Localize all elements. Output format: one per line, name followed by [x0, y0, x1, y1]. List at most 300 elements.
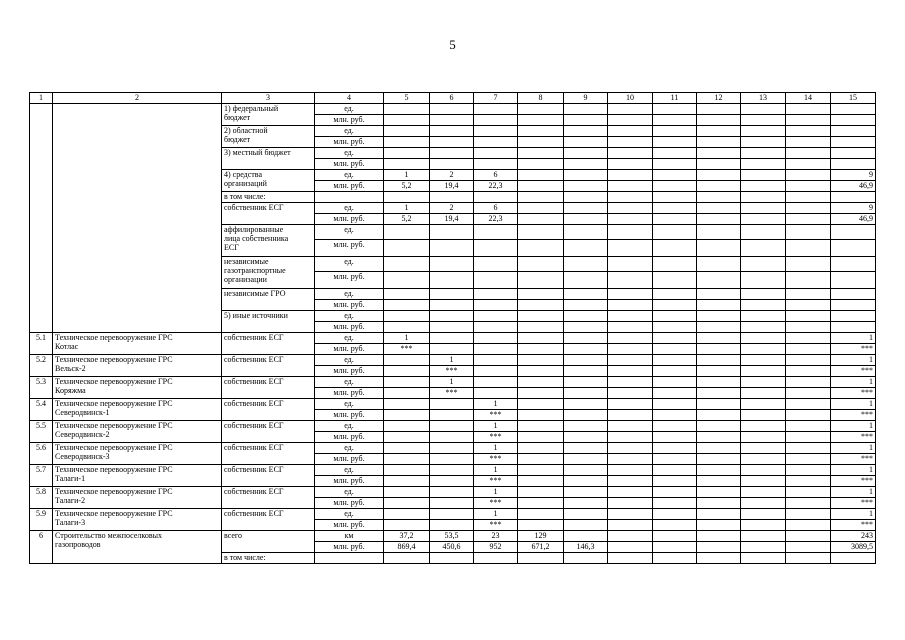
- empty-cell: [697, 366, 741, 377]
- empty-cell: [786, 432, 831, 443]
- total-cell: [831, 115, 876, 126]
- value-cell: [430, 322, 474, 333]
- value-cell: [518, 388, 564, 399]
- cell-text-line: лица собственника: [224, 234, 289, 243]
- empty-cell: [608, 542, 653, 553]
- unit-cell: ед.: [315, 126, 384, 137]
- value-cell: [430, 159, 474, 170]
- value-cell: [430, 443, 474, 454]
- empty-cell: [786, 159, 831, 170]
- unit-cell: млн. руб.: [315, 476, 384, 487]
- empty-cell: [608, 399, 653, 410]
- cell-text-line: Талаги-3: [55, 518, 86, 527]
- unit-cell: ед.: [315, 377, 384, 388]
- column-header: 3: [222, 93, 315, 104]
- value-cell: [384, 520, 430, 531]
- value-cell: [384, 225, 430, 240]
- value-cell: 19,4: [430, 181, 474, 192]
- empty-cell: [786, 137, 831, 148]
- project-source: собственник ЕСГ: [222, 333, 315, 355]
- unit-cell: млн. руб.: [315, 454, 384, 465]
- value-cell: [518, 322, 564, 333]
- cell-text-line: Техническое перевооружение ГРС: [55, 465, 173, 474]
- page-number: 5: [449, 37, 456, 52]
- empty-cell: [697, 322, 741, 333]
- empty-cell: [741, 410, 786, 421]
- source-label: [222, 170, 315, 192]
- including-label: в том числе:: [222, 553, 315, 564]
- unit-cell: ед.: [315, 148, 384, 159]
- value-cell: [564, 203, 608, 214]
- empty-cell: [697, 553, 741, 564]
- project-row: [30, 443, 876, 454]
- value-cell: 6: [474, 170, 518, 181]
- empty-cell: [608, 498, 653, 509]
- unit-cell: млн. руб.: [315, 432, 384, 443]
- cell-text-line: Коряжма: [55, 386, 86, 395]
- value-cell: 1: [474, 421, 518, 432]
- project-source: собственник ЕСГ: [222, 377, 315, 399]
- value-cell: [384, 311, 430, 322]
- value-cell: [564, 322, 608, 333]
- value-cell: [474, 377, 518, 388]
- empty-cell: [653, 443, 697, 454]
- cell-text-line: газопроводов: [55, 540, 101, 549]
- empty-cell: [608, 148, 653, 159]
- project-number: 5.5: [30, 421, 53, 443]
- empty-cell: [786, 465, 831, 476]
- empty-cell: [653, 333, 697, 344]
- value-cell: [564, 257, 608, 272]
- value-cell: [518, 159, 564, 170]
- value-cell: [564, 377, 608, 388]
- empty-cell: [697, 170, 741, 181]
- empty-cell: [697, 542, 741, 553]
- value-cell: [430, 311, 474, 322]
- value-cell: [384, 355, 430, 366]
- empty-cell: [474, 192, 518, 203]
- project-row: [30, 377, 876, 388]
- empty-cell: [430, 553, 474, 564]
- total-cell: [831, 159, 876, 170]
- value-cell: 1: [430, 355, 474, 366]
- empty-cell: [608, 225, 653, 240]
- project-number: 5.8: [30, 487, 53, 509]
- total-cell: ***: [831, 410, 876, 421]
- total-cell: ***: [831, 498, 876, 509]
- empty-cell: [653, 181, 697, 192]
- empty-cell: [653, 137, 697, 148]
- value-cell: [474, 300, 518, 311]
- value-cell: [384, 322, 430, 333]
- empty-cell: [697, 148, 741, 159]
- empty-cell: [697, 454, 741, 465]
- value-cell: 1: [474, 487, 518, 498]
- project-number: 5.4: [30, 399, 53, 421]
- value-cell: 19,4: [430, 214, 474, 225]
- empty-cell: [697, 465, 741, 476]
- unit-cell: км: [315, 531, 384, 542]
- empty-cell: [653, 289, 697, 300]
- empty-cell: [608, 181, 653, 192]
- empty-cell: [741, 289, 786, 300]
- value-cell: [430, 410, 474, 421]
- project-row: [30, 421, 876, 432]
- empty-cell: [653, 520, 697, 531]
- empty-cell: [608, 388, 653, 399]
- total-cell: [831, 137, 876, 148]
- empty-cell: [384, 192, 430, 203]
- total-cell: 1: [831, 465, 876, 476]
- value-cell: 450,6: [430, 542, 474, 553]
- value-cell: [518, 137, 564, 148]
- project-number: 5.1: [30, 333, 53, 355]
- empty-cell: [474, 553, 518, 564]
- cell-text-line: Техническое перевооружение ГРС: [55, 487, 173, 496]
- empty-cell: [786, 257, 831, 272]
- value-cell: [474, 159, 518, 170]
- cell-text-line: Техническое перевооружение ГРС: [55, 333, 173, 342]
- value-cell: 671,2: [518, 542, 564, 553]
- cell-text-line: Техническое перевооружение ГРС: [55, 355, 173, 364]
- value-cell: [564, 126, 608, 137]
- value-cell: [564, 115, 608, 126]
- empty-cell: [786, 170, 831, 181]
- value-cell: [474, 137, 518, 148]
- unit-cell: млн. руб.: [315, 388, 384, 399]
- value-cell: [384, 410, 430, 421]
- value-cell: [518, 520, 564, 531]
- empty-cell: [741, 333, 786, 344]
- value-cell: [430, 432, 474, 443]
- value-cell: [384, 366, 430, 377]
- value-cell: 53,5: [430, 531, 474, 542]
- empty-cell: [741, 476, 786, 487]
- value-cell: [384, 421, 430, 432]
- cell-text-line: Техническое перевооружение ГРС: [55, 509, 173, 518]
- empty-cell: [653, 126, 697, 137]
- value-cell: 1: [474, 509, 518, 520]
- cell-text-line: Северодвинск-2: [55, 430, 110, 439]
- value-cell: [518, 366, 564, 377]
- empty-cell: [786, 181, 831, 192]
- empty-cell: [608, 443, 653, 454]
- column-header: 4: [315, 93, 384, 104]
- value-cell: [564, 487, 608, 498]
- value-cell: ***: [474, 432, 518, 443]
- value-cell: [564, 181, 608, 192]
- value-cell: [564, 137, 608, 148]
- value-cell: [474, 257, 518, 272]
- value-cell: 6: [474, 203, 518, 214]
- empty-cell: [697, 311, 741, 322]
- project-row: [30, 399, 876, 410]
- value-cell: [564, 333, 608, 344]
- empty-cell: [697, 487, 741, 498]
- unit-cell: ед.: [315, 289, 384, 300]
- unit-cell: млн. руб.: [315, 542, 384, 553]
- empty-cell: [741, 520, 786, 531]
- empty-cell: [608, 377, 653, 388]
- empty-cell: [697, 104, 741, 115]
- empty-cell: [786, 225, 831, 240]
- total-cell: ***: [831, 432, 876, 443]
- empty-cell: [653, 465, 697, 476]
- total-cell: 243: [831, 531, 876, 542]
- value-cell: [474, 104, 518, 115]
- value-cell: [518, 126, 564, 137]
- unit-cell: ед.: [315, 311, 384, 322]
- value-cell: [564, 344, 608, 355]
- unit-cell: млн. руб.: [315, 520, 384, 531]
- empty-cell: [608, 410, 653, 421]
- value-cell: 22,3: [474, 214, 518, 225]
- value-cell: [384, 377, 430, 388]
- value-cell: [384, 388, 430, 399]
- value-cell: 5,2: [384, 214, 430, 225]
- column-header: 12: [697, 93, 741, 104]
- empty-cell: [608, 115, 653, 126]
- project-number: 5.6: [30, 443, 53, 465]
- empty-cell: [608, 421, 653, 432]
- value-cell: [384, 272, 430, 289]
- value-cell: [430, 421, 474, 432]
- cell-text-line: организации: [224, 275, 267, 284]
- value-cell: 1: [474, 465, 518, 476]
- empty-cell: [786, 377, 831, 388]
- value-cell: [518, 214, 564, 225]
- project-name: [53, 333, 222, 355]
- source-label: [222, 225, 315, 257]
- cell-text-line: Вельск-2: [55, 364, 86, 373]
- value-cell: 952: [474, 542, 518, 553]
- empty-cell: [697, 225, 741, 240]
- empty-cell: [608, 322, 653, 333]
- empty-cell: [697, 257, 741, 272]
- empty-cell: [653, 476, 697, 487]
- cell-text-line: бюджет: [224, 113, 251, 122]
- value-cell: [564, 272, 608, 289]
- value-cell: [474, 225, 518, 240]
- value-cell: [430, 137, 474, 148]
- project-name: [53, 421, 222, 443]
- value-cell: ***: [474, 498, 518, 509]
- empty-cell: [608, 553, 653, 564]
- empty-cell: [608, 344, 653, 355]
- value-cell: [518, 487, 564, 498]
- unit-cell: ед.: [315, 104, 384, 115]
- unit-cell: млн. руб.: [315, 344, 384, 355]
- value-cell: [474, 272, 518, 289]
- value-cell: [430, 148, 474, 159]
- empty-cell: [608, 366, 653, 377]
- empty-cell: [741, 137, 786, 148]
- unit-cell: млн. руб.: [315, 410, 384, 421]
- empty-cell: [608, 355, 653, 366]
- empty-cell: [608, 454, 653, 465]
- source-label: [222, 104, 315, 126]
- total-cell: ***: [831, 366, 876, 377]
- value-cell: [474, 322, 518, 333]
- unit-cell: ед.: [315, 203, 384, 214]
- empty-cell: [697, 388, 741, 399]
- value-cell: [384, 257, 430, 272]
- empty-cell: [786, 272, 831, 289]
- empty-cell: [564, 553, 608, 564]
- column-header: 8: [518, 93, 564, 104]
- funding-row: [30, 104, 876, 115]
- empty-cell: [741, 443, 786, 454]
- empty-cell: [697, 214, 741, 225]
- value-cell: [518, 225, 564, 240]
- project-row: [30, 487, 876, 498]
- empty-cell: [608, 203, 653, 214]
- unit-cell: ед.: [315, 257, 384, 272]
- value-cell: [474, 289, 518, 300]
- empty-cell: [741, 509, 786, 520]
- empty-cell: [786, 487, 831, 498]
- empty-cell: [697, 531, 741, 542]
- empty-cell: [608, 476, 653, 487]
- empty-cell: [786, 509, 831, 520]
- empty-cell: [608, 531, 653, 542]
- value-cell: 2: [430, 203, 474, 214]
- total-cell: [831, 225, 876, 240]
- total-cell: 9: [831, 203, 876, 214]
- total-cell: ***: [831, 454, 876, 465]
- value-cell: [518, 170, 564, 181]
- empty-cell: [653, 311, 697, 322]
- empty-cell: [653, 421, 697, 432]
- value-cell: ***: [474, 476, 518, 487]
- cell-text-line: организаций: [224, 179, 267, 188]
- value-cell: [430, 520, 474, 531]
- value-cell: [430, 300, 474, 311]
- total-cell: 1: [831, 399, 876, 410]
- value-cell: [474, 126, 518, 137]
- value-cell: 1: [474, 443, 518, 454]
- empty-cell: [786, 366, 831, 377]
- empty-cell: [786, 498, 831, 509]
- empty-cell: [786, 355, 831, 366]
- total-cell: ***: [831, 520, 876, 531]
- empty-cell: [653, 432, 697, 443]
- empty-cell: [741, 432, 786, 443]
- project-source: собственник ЕСГ: [222, 465, 315, 487]
- total-cell: 3089,5: [831, 542, 876, 553]
- project-name: [53, 355, 222, 377]
- empty-cell: [786, 410, 831, 421]
- value-cell: [564, 509, 608, 520]
- empty-cell: [786, 115, 831, 126]
- value-cell: [518, 421, 564, 432]
- project-source: собственник ЕСГ: [222, 443, 315, 465]
- value-cell: [564, 443, 608, 454]
- empty-cell: [653, 300, 697, 311]
- empty-cell: [786, 311, 831, 322]
- value-cell: [518, 399, 564, 410]
- empty-cell: [653, 531, 697, 542]
- empty-cell: [608, 333, 653, 344]
- value-cell: ***: [474, 410, 518, 421]
- empty-cell: [653, 388, 697, 399]
- empty-cell: [697, 203, 741, 214]
- empty-cell: [741, 322, 786, 333]
- value-cell: [564, 432, 608, 443]
- empty-cell: [741, 498, 786, 509]
- total-cell: 1: [831, 355, 876, 366]
- value-cell: [384, 443, 430, 454]
- value-cell: [430, 289, 474, 300]
- total-cell: [831, 104, 876, 115]
- empty-cell: [608, 311, 653, 322]
- value-cell: [384, 454, 430, 465]
- empty-cell: [315, 192, 384, 203]
- empty-cell: [786, 322, 831, 333]
- empty-cell: [518, 192, 564, 203]
- project-name: [53, 531, 222, 564]
- empty-cell: [608, 214, 653, 225]
- value-cell: [518, 432, 564, 443]
- value-cell: [518, 509, 564, 520]
- empty-cell: [741, 311, 786, 322]
- value-cell: [474, 311, 518, 322]
- column-header: 5: [384, 93, 430, 104]
- empty-cell: [741, 181, 786, 192]
- value-cell: [430, 257, 474, 272]
- empty-cell: [741, 454, 786, 465]
- value-cell: [518, 465, 564, 476]
- value-cell: [384, 104, 430, 115]
- empty-cell: [741, 553, 786, 564]
- including-label: в том числе:: [222, 192, 315, 203]
- unit-cell: ед.: [315, 225, 384, 240]
- value-cell: [430, 126, 474, 137]
- empty-cell: [697, 377, 741, 388]
- cell-text-line: Талаги-1: [55, 474, 86, 483]
- empty-cell: [786, 520, 831, 531]
- value-cell: [564, 170, 608, 181]
- empty-cell: [653, 115, 697, 126]
- cell-text-line: независимые: [224, 257, 269, 266]
- empty-cell: [786, 203, 831, 214]
- value-cell: [384, 137, 430, 148]
- empty-cell: [741, 355, 786, 366]
- empty-cell: [608, 432, 653, 443]
- value-cell: [564, 454, 608, 465]
- cell-text-line: собственник ЕСГ: [224, 203, 284, 212]
- project-source: собственник ЕСГ: [222, 509, 315, 531]
- value-cell: [384, 432, 430, 443]
- total-cell: 46,9: [831, 181, 876, 192]
- source-label: [222, 126, 315, 148]
- empty-cell: [786, 421, 831, 432]
- row-name-cell: [53, 104, 222, 333]
- value-cell: ***: [430, 366, 474, 377]
- unit-cell: млн. руб.: [315, 322, 384, 333]
- value-cell: 146,3: [564, 542, 608, 553]
- empty-cell: [741, 192, 786, 203]
- row-number-cell: [30, 104, 53, 333]
- empty-cell: [741, 203, 786, 214]
- final-row: [30, 531, 876, 542]
- empty-cell: [697, 289, 741, 300]
- value-cell: [430, 104, 474, 115]
- unit-cell: ед.: [315, 421, 384, 432]
- value-cell: [474, 240, 518, 257]
- empty-cell: [697, 333, 741, 344]
- empty-cell: [608, 300, 653, 311]
